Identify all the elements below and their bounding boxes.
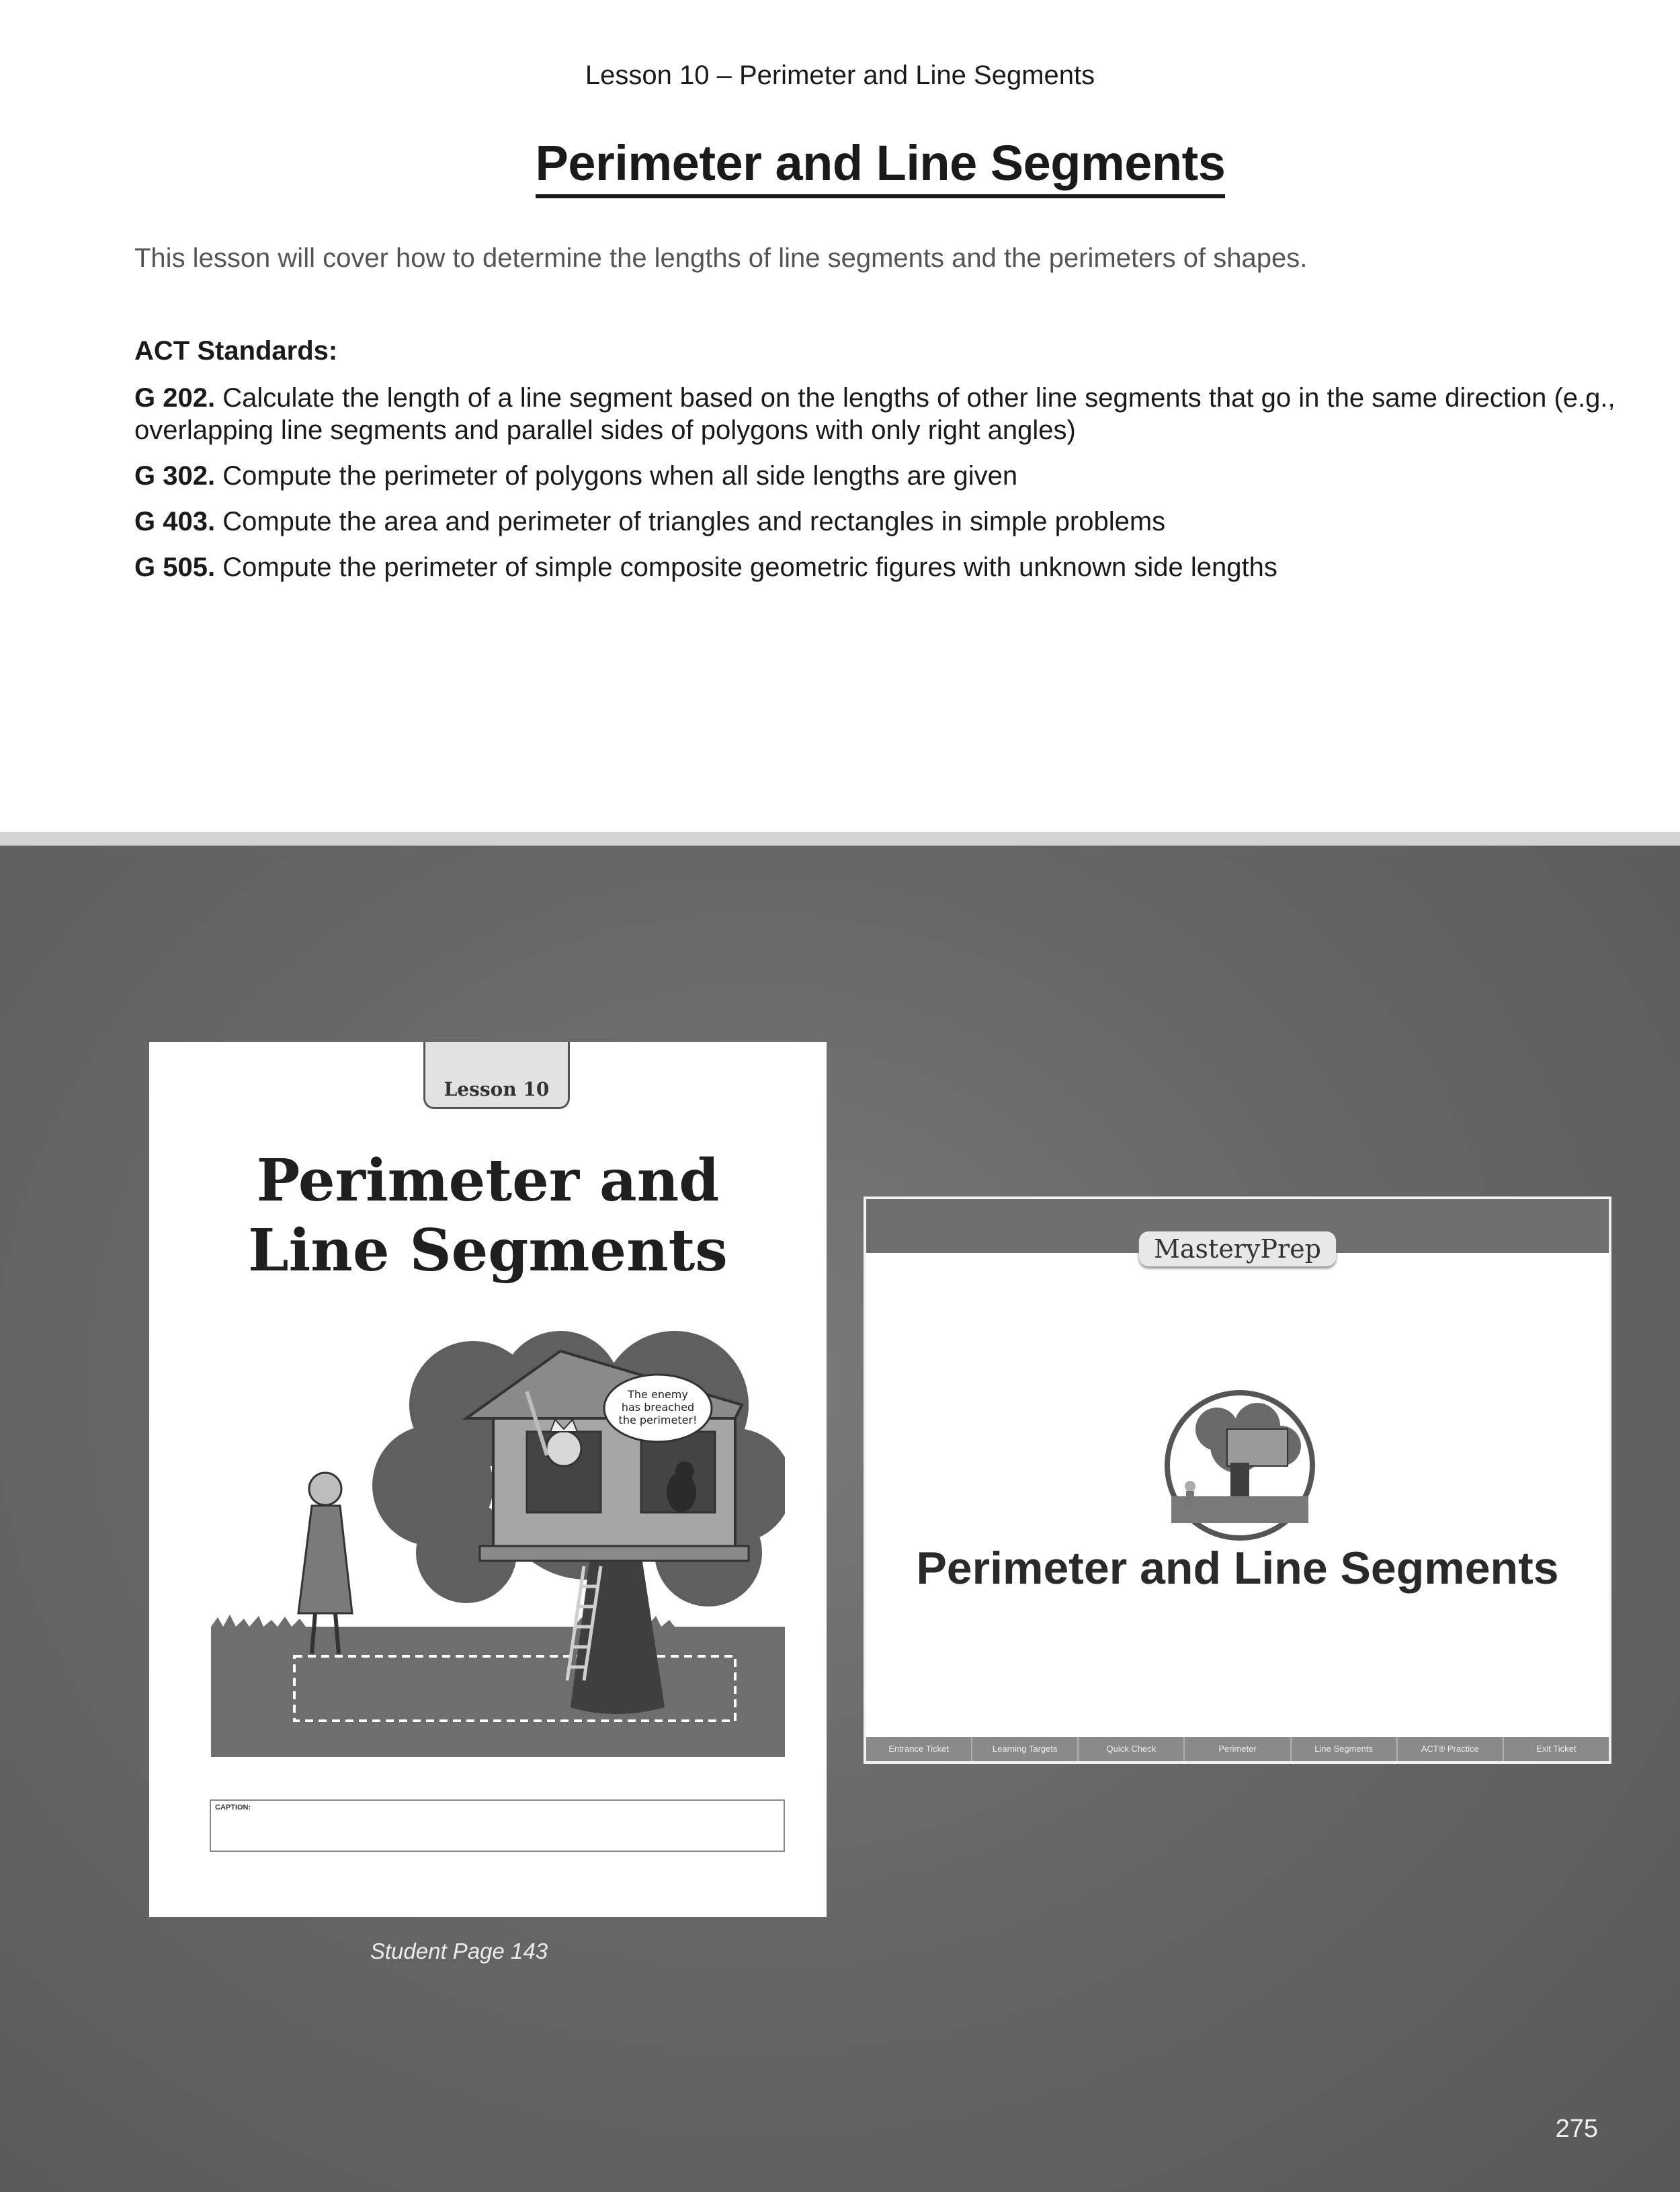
standard-code: G 302. <box>134 461 216 491</box>
slide-title: Perimeter and Line Segments <box>916 1543 1559 1594</box>
masteryprep-logo <box>866 1231 1609 1266</box>
slide-nav-item: Quick Check <box>1079 1737 1185 1761</box>
slide-nav-item: Line Segments <box>1292 1737 1398 1761</box>
page-number: 275 <box>1555 2115 1598 2143</box>
standard-item <box>134 382 1640 446</box>
running-head: Lesson 10 – Perimeter and Line Segments <box>585 60 1095 90</box>
lesson-tab-label: Lesson 10 <box>444 1078 550 1100</box>
caption-label: CAPTION: <box>215 1803 251 1812</box>
speech-bubble-line: has breached <box>621 1401 695 1414</box>
student-page-title-line2: Line Segments <box>248 1217 728 1285</box>
intro-paragraph: This lesson will cover how to determine the lengths of line segments and the perimeters of shapes. <box>134 243 1308 273</box>
standard-text: Calculate the length of a line segment based on the lengths of other line segments that go in the same direction (e.g., overlapping line segments and parallel sides of polygons with only right angles) <box>134 383 1615 445</box>
treehouse-illustration <box>211 1331 785 1757</box>
slide-emblem <box>1163 1389 1316 1542</box>
lesson-title <box>0 134 1680 198</box>
student-page-label: Student Page 143 <box>370 1939 548 1963</box>
caption-box <box>210 1799 785 1852</box>
standard-text: Compute the perimeter of polygons when all side lengths are given <box>222 461 1018 491</box>
standard-item <box>134 551 1640 583</box>
slide-nav-item: Entrance Ticket <box>866 1737 972 1761</box>
student-page-title-line1: Perimeter and <box>256 1147 720 1215</box>
standard-code: G 505. <box>134 553 216 582</box>
lesson-tab <box>423 1042 570 1109</box>
slide-nav-item: Exit Ticket <box>1536 1744 1577 1754</box>
student-page-title <box>149 1146 827 1286</box>
speech-bubble-line: The enemy <box>628 1388 688 1401</box>
section-divider <box>0 832 1680 846</box>
brand-name: MasteryPrep <box>1139 1231 1336 1266</box>
standards-heading: ACT Standards: <box>134 336 338 366</box>
slide-nav-item: ACT® Practice <box>1398 1737 1504 1761</box>
standards-section <box>134 335 1640 597</box>
lesson-title-text: Perimeter and Line Segments <box>536 134 1226 198</box>
speech-bubble-line: the perimeter! <box>618 1414 698 1426</box>
standard-item <box>134 460 1640 492</box>
student-page-thumbnail <box>149 1042 827 1917</box>
standard-text: Compute the perimeter of simple composite geometric figures with unknown side lengths <box>222 553 1277 582</box>
slide-thumbnail <box>864 1196 1611 1764</box>
slide-nav-item: Perimeter <box>1185 1737 1291 1761</box>
slide-nav-item: Learning Targets <box>972 1737 1079 1761</box>
standard-code: G 202. <box>134 383 216 413</box>
standard-code: G 403. <box>134 507 216 536</box>
standard-item <box>134 505 1640 538</box>
slide-nav-bar <box>866 1737 1609 1761</box>
standard-text: Compute the area and perimeter of triangles and rectangles in simple problems <box>222 507 1166 536</box>
